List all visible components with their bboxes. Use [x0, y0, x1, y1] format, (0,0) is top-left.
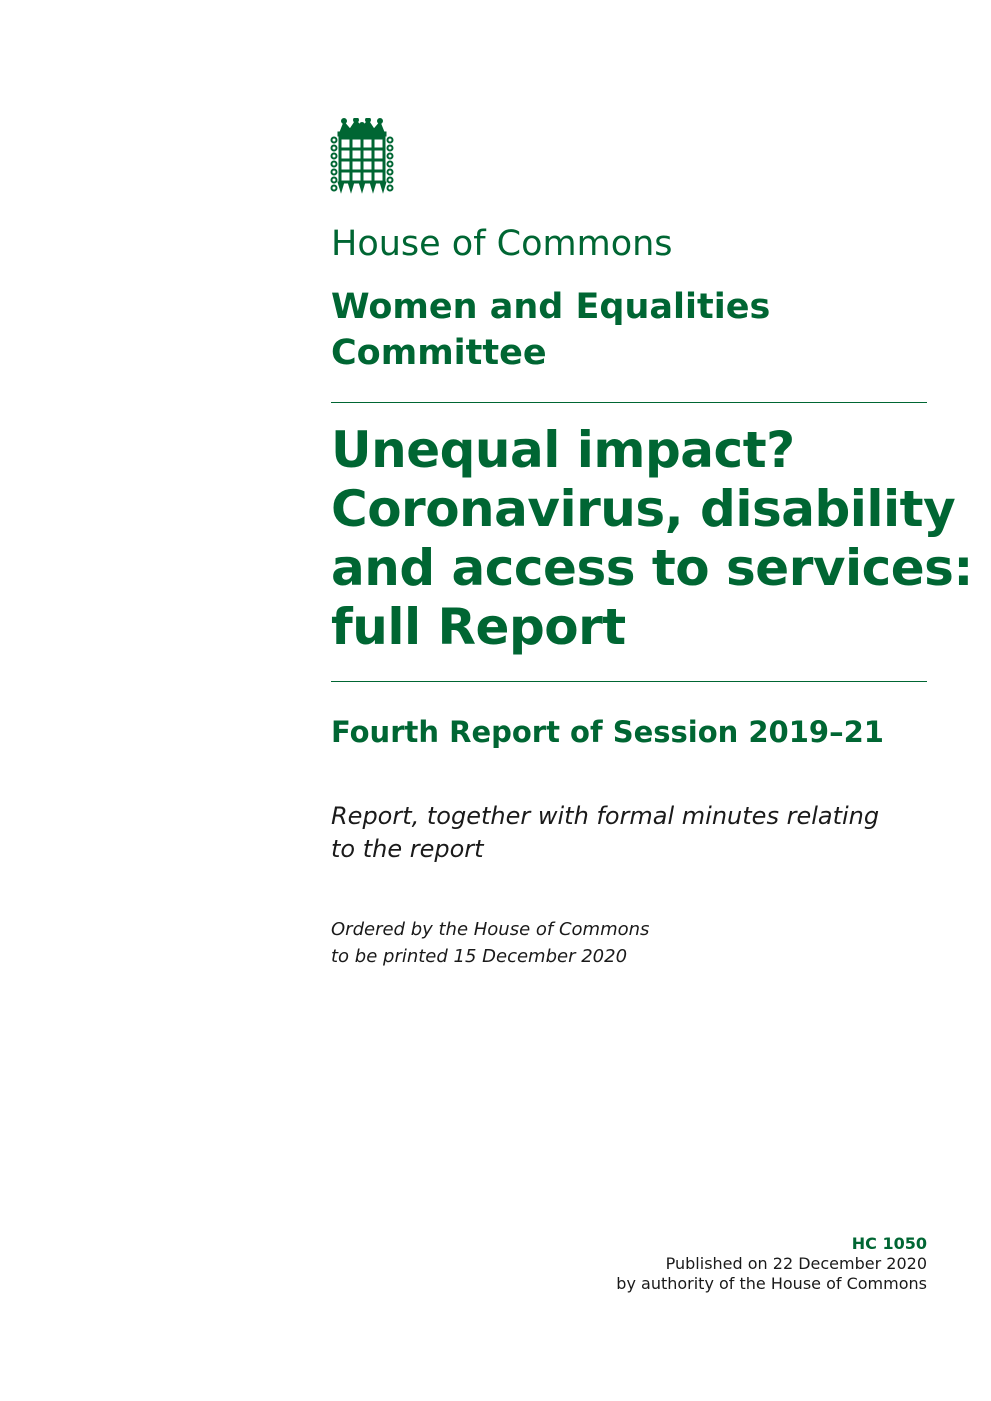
report-title-line: Coronavirus, disability: [331, 480, 956, 538]
session-heading: Fourth Report of Session 2019–21: [331, 715, 884, 749]
subtitle-line: Report, together with formal minutes relating: [331, 802, 880, 830]
committee-name: [331, 284, 770, 376]
authority-note: by authority of the House of Commons: [616, 1274, 927, 1293]
published-date: Published on 22 December 2020: [665, 1254, 927, 1273]
divider: [331, 402, 927, 403]
hc-number: HC 1050: [851, 1234, 927, 1253]
publication-footer: [616, 1234, 927, 1294]
house-name: House of Commons: [331, 224, 673, 264]
portcullis-icon: [330, 118, 394, 195]
committee-name-line: Committee: [331, 333, 547, 373]
ordered-line: to be printed 15 December 2020: [331, 946, 628, 967]
report-subtitle: [331, 800, 931, 866]
report-title: [331, 421, 973, 657]
subtitle-line: to the report: [331, 835, 484, 863]
ordered-note: [331, 916, 831, 970]
report-title-line: full Report: [331, 598, 626, 656]
divider: [331, 681, 927, 682]
report-title-line: and access to services:: [331, 539, 973, 597]
ordered-line: Ordered by the House of Commons: [331, 919, 650, 940]
committee-name-line: Women and Equalities: [331, 287, 771, 327]
report-title-line: Unequal impact?: [331, 421, 795, 479]
